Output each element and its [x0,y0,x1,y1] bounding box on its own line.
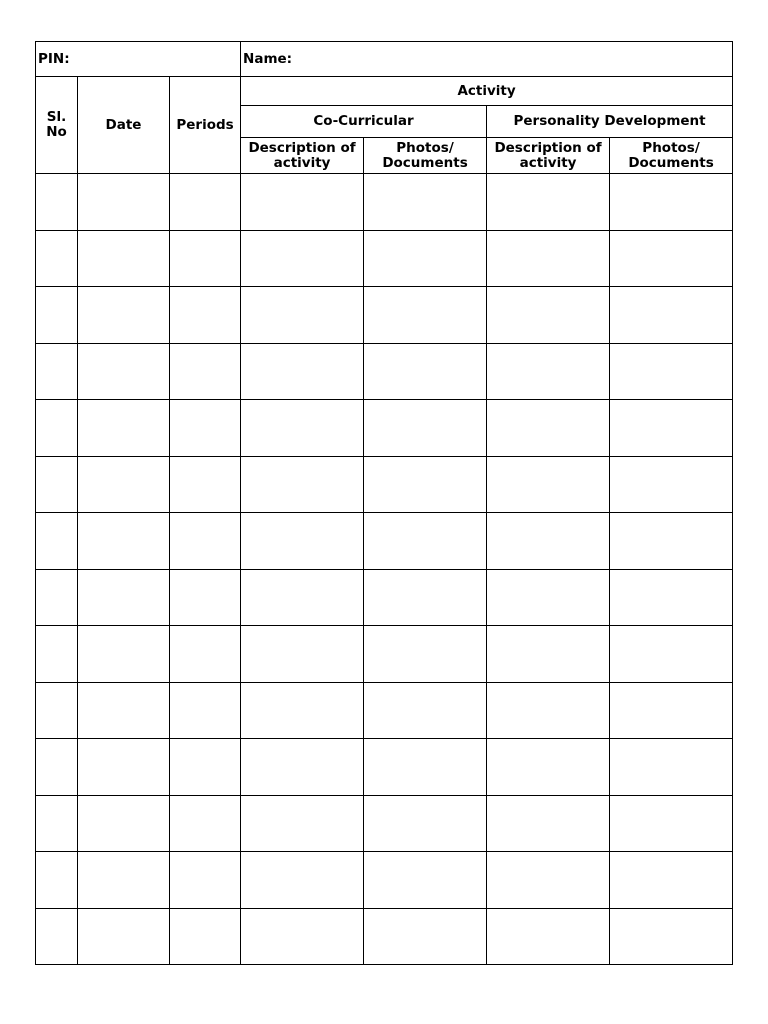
co-curricular-description-cell[interactable] [241,230,364,287]
date-cell[interactable] [78,400,170,457]
periods-cell[interactable] [170,287,241,344]
table-row [36,230,733,287]
personality-description-cell[interactable] [487,400,610,457]
description-line2: activity [519,154,577,171]
date-cell[interactable] [78,513,170,570]
personality-description-cell[interactable] [487,682,610,739]
photos-line1: Photos/ [396,139,454,156]
date-header: Date [78,77,170,174]
co-curricular-photos-cell[interactable] [364,852,487,909]
table-row [36,400,733,457]
periods-cell[interactable] [170,400,241,457]
co-curricular-description-cell[interactable] [241,852,364,909]
co-curricular-description-cell[interactable] [241,287,364,344]
periods-cell[interactable] [170,230,241,287]
co-curricular-photos-cell[interactable] [364,174,487,231]
co-curricular-description-cell[interactable] [241,626,364,683]
activity-header: Activity [241,77,733,106]
activity-log-table [35,41,733,965]
table-row [36,852,733,909]
personality-description-cell[interactable] [487,908,610,965]
co-curricular-description-cell[interactable] [241,795,364,852]
date-cell[interactable] [78,230,170,287]
periods-cell[interactable] [170,626,241,683]
date-cell[interactable] [78,569,170,626]
table-row [36,456,733,513]
identity-row [36,42,733,77]
periods-cell[interactable] [170,852,241,909]
personality-description-cell[interactable] [487,287,610,344]
co-curricular-photos-cell[interactable] [364,795,487,852]
personality-description-cell[interactable] [487,513,610,570]
personality-description-header [487,138,610,174]
personality-development-header: Personality Development [487,106,733,138]
date-cell[interactable] [78,739,170,796]
co-curricular-description-cell[interactable] [241,400,364,457]
personality-description-cell[interactable] [487,174,610,231]
sl-no-cell[interactable] [36,174,78,231]
co-curricular-description-cell[interactable] [241,343,364,400]
personality-photos-cell[interactable] [610,456,733,513]
periods-header: Periods [170,77,241,174]
personality-description-cell[interactable] [487,852,610,909]
personality-photos-cell[interactable] [610,795,733,852]
sl-no-cell[interactable] [36,795,78,852]
personality-photos-cell[interactable] [610,174,733,231]
periods-cell[interactable] [170,513,241,570]
name-label: Name: [243,50,293,67]
periods-cell[interactable] [170,682,241,739]
co-curricular-description-cell[interactable] [241,456,364,513]
co-curricular-photos-cell[interactable] [364,287,487,344]
co-curricular-description-cell[interactable] [241,739,364,796]
description-line2: activity [273,154,331,171]
photos-line2: Documents [382,154,468,171]
periods-cell[interactable] [170,795,241,852]
personality-photos-cell[interactable] [610,908,733,965]
periods-cell[interactable] [170,456,241,513]
date-cell[interactable] [78,626,170,683]
personality-description-cell[interactable] [487,456,610,513]
personality-photos-header [610,138,733,174]
date-cell[interactable] [78,908,170,965]
date-cell[interactable] [78,682,170,739]
personality-description-cell[interactable] [487,343,610,400]
sl-no-cell[interactable] [36,682,78,739]
personality-photos-cell[interactable] [610,287,733,344]
periods-cell[interactable] [170,569,241,626]
periods-cell[interactable] [170,174,241,231]
personality-description-cell[interactable] [487,795,610,852]
co-curricular-photos-cell[interactable] [364,626,487,683]
co-curricular-description-cell[interactable] [241,569,364,626]
personality-description-cell[interactable] [487,626,610,683]
table-row [36,287,733,344]
personality-photos-cell[interactable] [610,569,733,626]
personality-photos-cell[interactable] [610,739,733,796]
personality-description-cell[interactable] [487,739,610,796]
co-curricular-photos-cell[interactable] [364,343,487,400]
periods-cell[interactable] [170,908,241,965]
date-cell[interactable] [78,852,170,909]
personality-photos-cell[interactable] [610,230,733,287]
photos-line1: Photos/ [642,139,700,156]
date-cell[interactable] [78,174,170,231]
personality-description-cell[interactable] [487,569,610,626]
sl-no-header [36,77,78,174]
co-curricular-description-cell[interactable] [241,513,364,570]
sl-no-cell[interactable] [36,908,78,965]
co-curricular-photos-cell[interactable] [364,230,487,287]
co-curricular-photos-cell[interactable] [364,456,487,513]
personality-photos-cell[interactable] [610,400,733,457]
co-curricular-photos-header [364,138,487,174]
description-line1: Description of [248,139,356,156]
date-cell[interactable] [78,795,170,852]
personality-photos-cell[interactable] [610,343,733,400]
co-curricular-description-cell[interactable] [241,174,364,231]
sl-no-cell[interactable] [36,400,78,457]
co-curricular-header: Co-Curricular [241,106,487,138]
table-row [36,174,733,231]
sl-no-cell[interactable] [36,739,78,796]
periods-cell[interactable] [170,343,241,400]
personality-photos-cell[interactable] [610,682,733,739]
photos-line2: Documents [628,154,714,171]
table-row [36,908,733,965]
table-row [36,626,733,683]
name-field[interactable] [241,42,733,77]
table-row [36,513,733,570]
sl-no-cell[interactable] [36,626,78,683]
table-row [36,343,733,400]
pin-field[interactable] [36,42,241,77]
co-curricular-photos-cell[interactable] [364,569,487,626]
co-curricular-photos-cell[interactable] [364,908,487,965]
sl-no-cell[interactable] [36,287,78,344]
table-row [36,682,733,739]
sl-no-cell[interactable] [36,230,78,287]
date-cell[interactable] [78,343,170,400]
table-row [36,795,733,852]
personality-photos-cell[interactable] [610,852,733,909]
sl-no-header-line1: Sl. [46,109,67,125]
periods-cell[interactable] [170,739,241,796]
sl-no-cell[interactable] [36,456,78,513]
personality-photos-cell[interactable] [610,626,733,683]
co-curricular-description-header [241,138,364,174]
table-row [36,739,733,796]
co-curricular-photos-cell[interactable] [364,513,487,570]
personality-description-cell[interactable] [487,230,610,287]
sl-no-header-line2: No [46,124,67,140]
sl-no-cell[interactable] [36,852,78,909]
table-row [36,569,733,626]
pin-label: PIN: [38,50,70,67]
personality-photos-cell[interactable] [610,513,733,570]
co-curricular-photos-cell[interactable] [364,739,487,796]
co-curricular-photos-cell[interactable] [364,400,487,457]
sl-no-cell[interactable] [36,513,78,570]
description-line1: Description of [494,139,602,156]
activity-header-row [36,77,733,106]
sl-no-cell[interactable] [36,343,78,400]
co-curricular-photos-cell[interactable] [364,682,487,739]
date-cell[interactable] [78,287,170,344]
date-cell[interactable] [78,456,170,513]
co-curricular-description-cell[interactable] [241,908,364,965]
co-curricular-description-cell[interactable] [241,682,364,739]
sl-no-cell[interactable] [36,569,78,626]
